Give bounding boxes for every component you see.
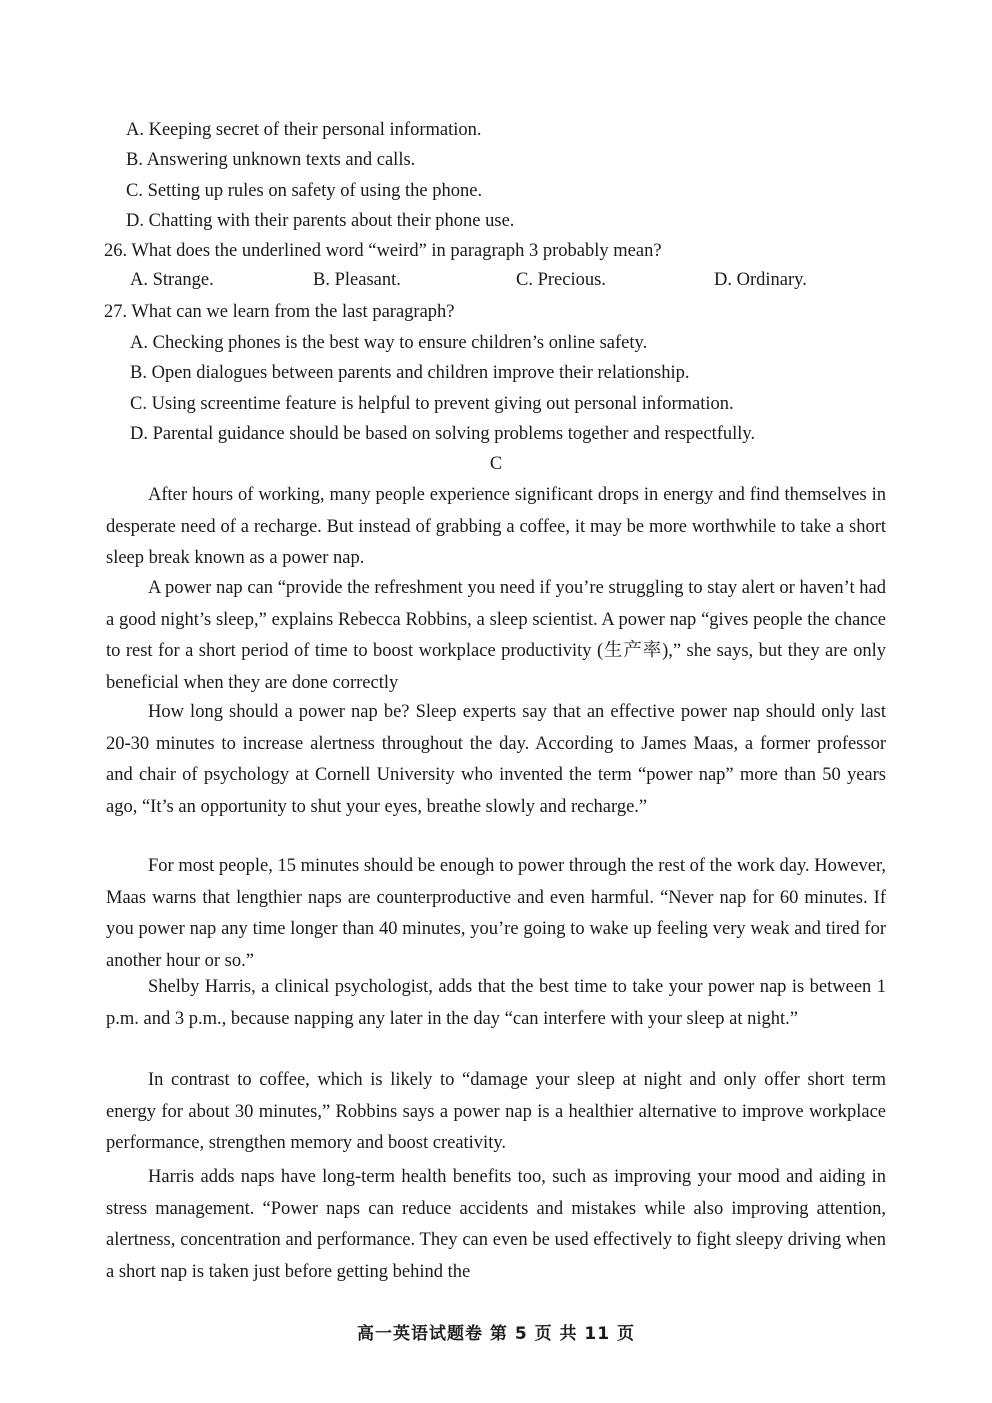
passage-paragraph-6: In contrast to coffee, which is likely to “damage your sleep at night and only offer short term energy for about 30 minutes,” Robbins says a power nap is a healthier alternative to improve workplace performance, strengthen memory and boost creativity. — [106, 1070, 886, 1154]
passage-paragraph-7: Harris adds naps have long-term health benefits too, such as improving your mood and aiding in stress management. “Power naps can reduce accidents and mistakes while also improving attention, alertness, concentration and performance. They can even be used effectively to fight sleepy driving when a short nap is taken just before getting behind the — [106, 1167, 886, 1282]
q26-option-c: C. Precious. — [516, 270, 606, 290]
q26-option-d: D. Ordinary. — [714, 270, 807, 290]
q25-option-c: C. Setting up rules on safety of using the phone. — [126, 181, 483, 201]
q25-option-a: A. Keeping secret of their personal information. — [126, 120, 482, 140]
q27-option-a: A. Checking phones is the best way to ensure children’s online safety. — [130, 333, 648, 353]
q27-option-d: D. Parental guidance should be based on solving problems together and respectfully. — [130, 424, 756, 444]
q25-option-b: B. Answering unknown texts and calls. — [126, 150, 416, 170]
passage-paragraph-4: For most people, 15 minutes should be enough to power through the rest of the work day. However, Maas warns that lengthier naps are counterproductive and even harmful. “Never nap for 60 minutes. If you power nap any time longer than 40 minutes, you’re going to wake up feeling very weak and tired for another hour or so.” — [106, 856, 886, 971]
passage-paragraph-5: Shelby Harris, a clinical psychologist, adds that the best time to take your power nap is between 1 p.m. and 3 p.m., because napping any later in the day “can interfere with your sleep at night.” — [106, 977, 886, 1029]
passage-paragraph-2: A power nap can “provide the refreshment you need if you’re struggling to stay alert or haven’t had a good night’s sleep,” explains Rebecca Robbins, a sleep scientist. A power nap “gives people the chance to rest for a short period of time to boost workplace productivity (生产率),” she says, but they are only beneficial when they are done correctly — [106, 578, 886, 693]
q26-option-b: B. Pleasant. — [313, 270, 401, 290]
q27-option-c: C. Using screentime feature is helpful to prevent giving out personal information. — [130, 394, 734, 414]
passage-paragraph-1: After hours of working, many people experience significant drops in energy and find themselves in desperate need of a recharge. But instead of grabbing a coffee, it may be more worthwhile to take a short sleep break known as a power nap. — [106, 485, 886, 569]
q27-option-b: B. Open dialogues between parents and children improve their relationship. — [130, 363, 690, 383]
q25-option-d: D. Chatting with their parents about their phone use. — [126, 211, 515, 231]
passage-paragraph-3: How long should a power nap be? Sleep experts say that an effective power nap should only last 20-30 minutes to increase alertness throughout the day. According to James Maas, a former professor and chair of psychology at Cornell University who invented the term “power nap” more than 50 years ago, “It’s an opportunity to shut your eyes, breathe slowly and recharge.” — [106, 702, 886, 817]
page-footer: 高一英语试题卷 第 5 页 共 11 页 — [357, 1324, 635, 1344]
section-heading: C — [489, 454, 503, 474]
q27-question: 27. What can we learn from the last paragraph? — [104, 302, 455, 322]
q26-option-a: A. Strange. — [130, 270, 214, 290]
q26-question: 26. What does the underlined word “weird” in paragraph 3 probably mean? — [104, 241, 662, 261]
